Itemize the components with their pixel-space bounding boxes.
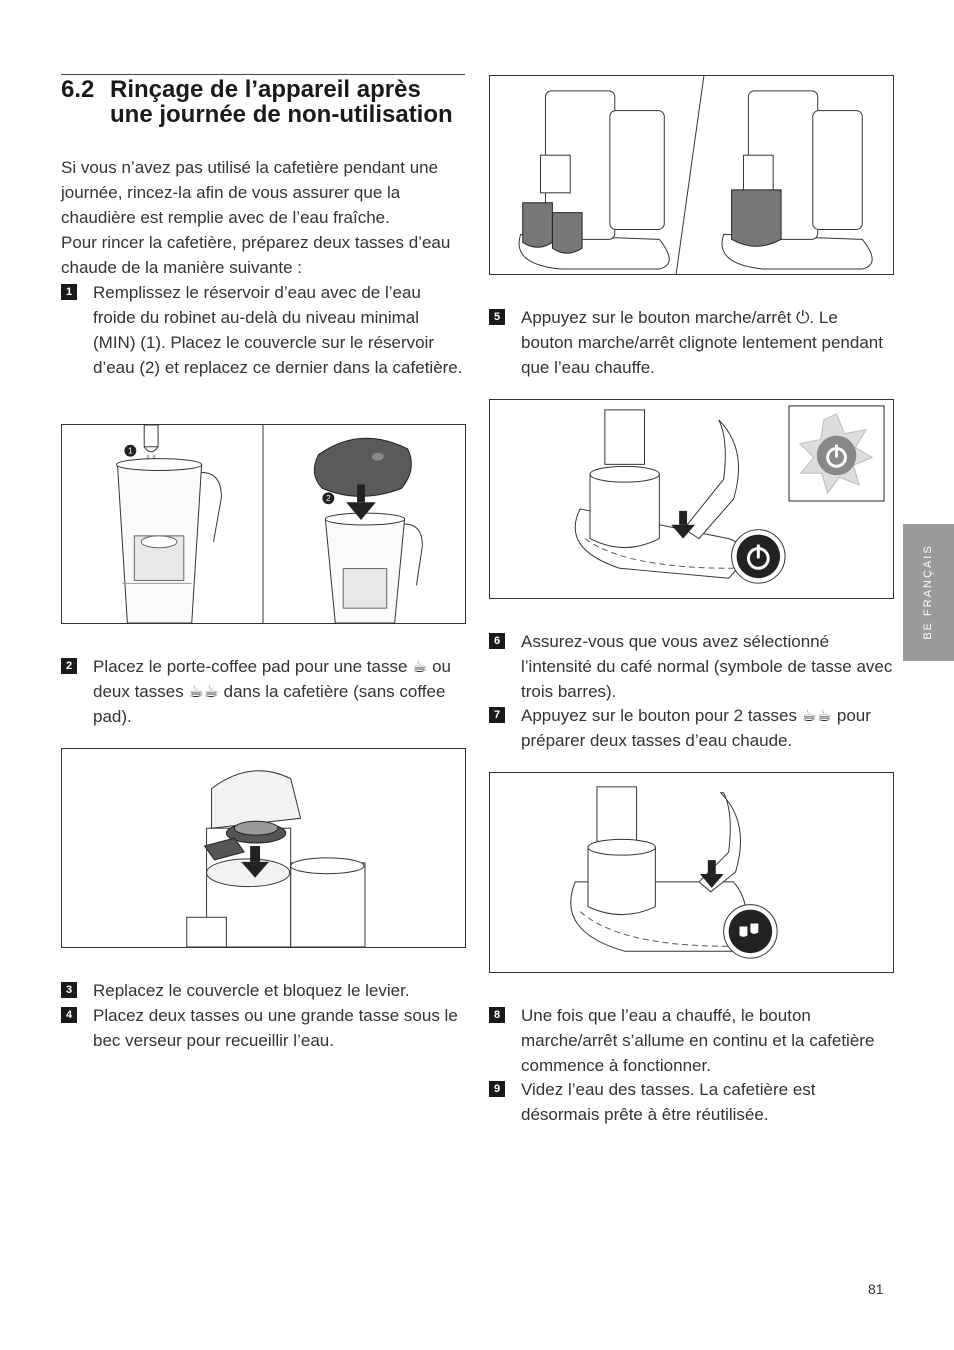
- figure-power-button: [489, 399, 894, 599]
- section-title: [61, 78, 465, 127]
- step-7: [489, 703, 894, 753]
- step-text: Placez deux tasses ou une grande tasse sous le bec verseur pour recueillir l’eau.: [93, 1006, 458, 1050]
- step-6: [489, 629, 894, 704]
- step-2: [61, 654, 465, 729]
- step-text: Placez le porte-coffee pad pour une tasse ☕ ou deux tasses ☕☕ dans la cafetière (sans coffee pad).: [93, 657, 451, 726]
- step-badge: 7: [489, 707, 505, 723]
- section-number: 6.2: [61, 76, 95, 103]
- step-text: Assurez-vous que vous avez sélectionné l’intensité du café normal (symbole de tasse avec trois barres).: [521, 632, 893, 701]
- step-badge: 2: [61, 658, 77, 674]
- pod-holder-illustration: [62, 749, 465, 947]
- step-text: Appuyez sur le bouton pour 2 tasses ☕☕ pour préparer deux tasses d’eau chaude.: [521, 706, 871, 750]
- step-badge: 5: [489, 309, 505, 325]
- intro-paragraph-1: Si vous n’avez pas utilisé la cafetière pendant une journée, rincez-la afin de vous assurer que la chaudière est remplie avec de l’eau fraîche.: [61, 158, 439, 227]
- step-badge: 8: [489, 1007, 505, 1023]
- step-text: Appuyez sur le bouton marche/arrêt ⏻. Le bouton marche/arrêt clignote lentement pendant que l’eau chauffe.: [521, 308, 883, 377]
- step-3: [61, 978, 465, 1003]
- step-badge: 1: [61, 284, 77, 300]
- cups-placement-illustration: [490, 76, 893, 274]
- language-label: BE FRANÇAIS: [922, 544, 934, 640]
- step-badge: 3: [61, 982, 77, 998]
- figure-pod-holder: [61, 748, 466, 948]
- callout-2: 2: [326, 494, 331, 504]
- step-text: Une fois que l’eau a chauffé, le bouton marche/arrêt s’allume en continu et la cafetière commence à fonctionner.: [521, 1006, 875, 1075]
- step-badge: 9: [489, 1081, 505, 1097]
- page-number: 81: [868, 1281, 884, 1297]
- step-5: [489, 305, 894, 380]
- figure-water-tank: [61, 424, 466, 624]
- step-text: Replacez le couvercle et bloquez le levier.: [93, 981, 410, 1000]
- step-1: [61, 280, 465, 380]
- figure-two-cup-button: [489, 772, 894, 973]
- step-text: Videz l’eau des tasses. La cafetière est désormais prête à être réutilisée.: [521, 1080, 816, 1124]
- figure-cups-placement: [489, 75, 894, 275]
- two-cup-button-illustration: [490, 773, 893, 972]
- water-tank-illustration: [62, 425, 465, 623]
- step-badge: 4: [61, 1007, 77, 1023]
- heading-rule: [61, 74, 465, 75]
- section-title-text: Rinçage de l’appareil après une journée de non-utilisation: [110, 76, 453, 128]
- step-9: [489, 1077, 894, 1127]
- intro-paragraph-2: Pour rincer la cafetière, préparez deux tasses d’eau chaude de la manière suivante :: [61, 233, 451, 277]
- step-4: [61, 1003, 465, 1053]
- step-8: [489, 1003, 894, 1078]
- step-badge: 6: [489, 633, 505, 649]
- step-text: Remplissez le réservoir d’eau avec de l’eau froide du robinet au-delà du niveau minimal (MIN) (1). Placez le couvercle sur le réservoir d’eau (2) et replacez ce dernier dans la cafetière.: [93, 283, 463, 377]
- callout-1: 1: [128, 446, 133, 456]
- language-side-tab: [903, 524, 954, 661]
- power-button-illustration: [490, 400, 893, 598]
